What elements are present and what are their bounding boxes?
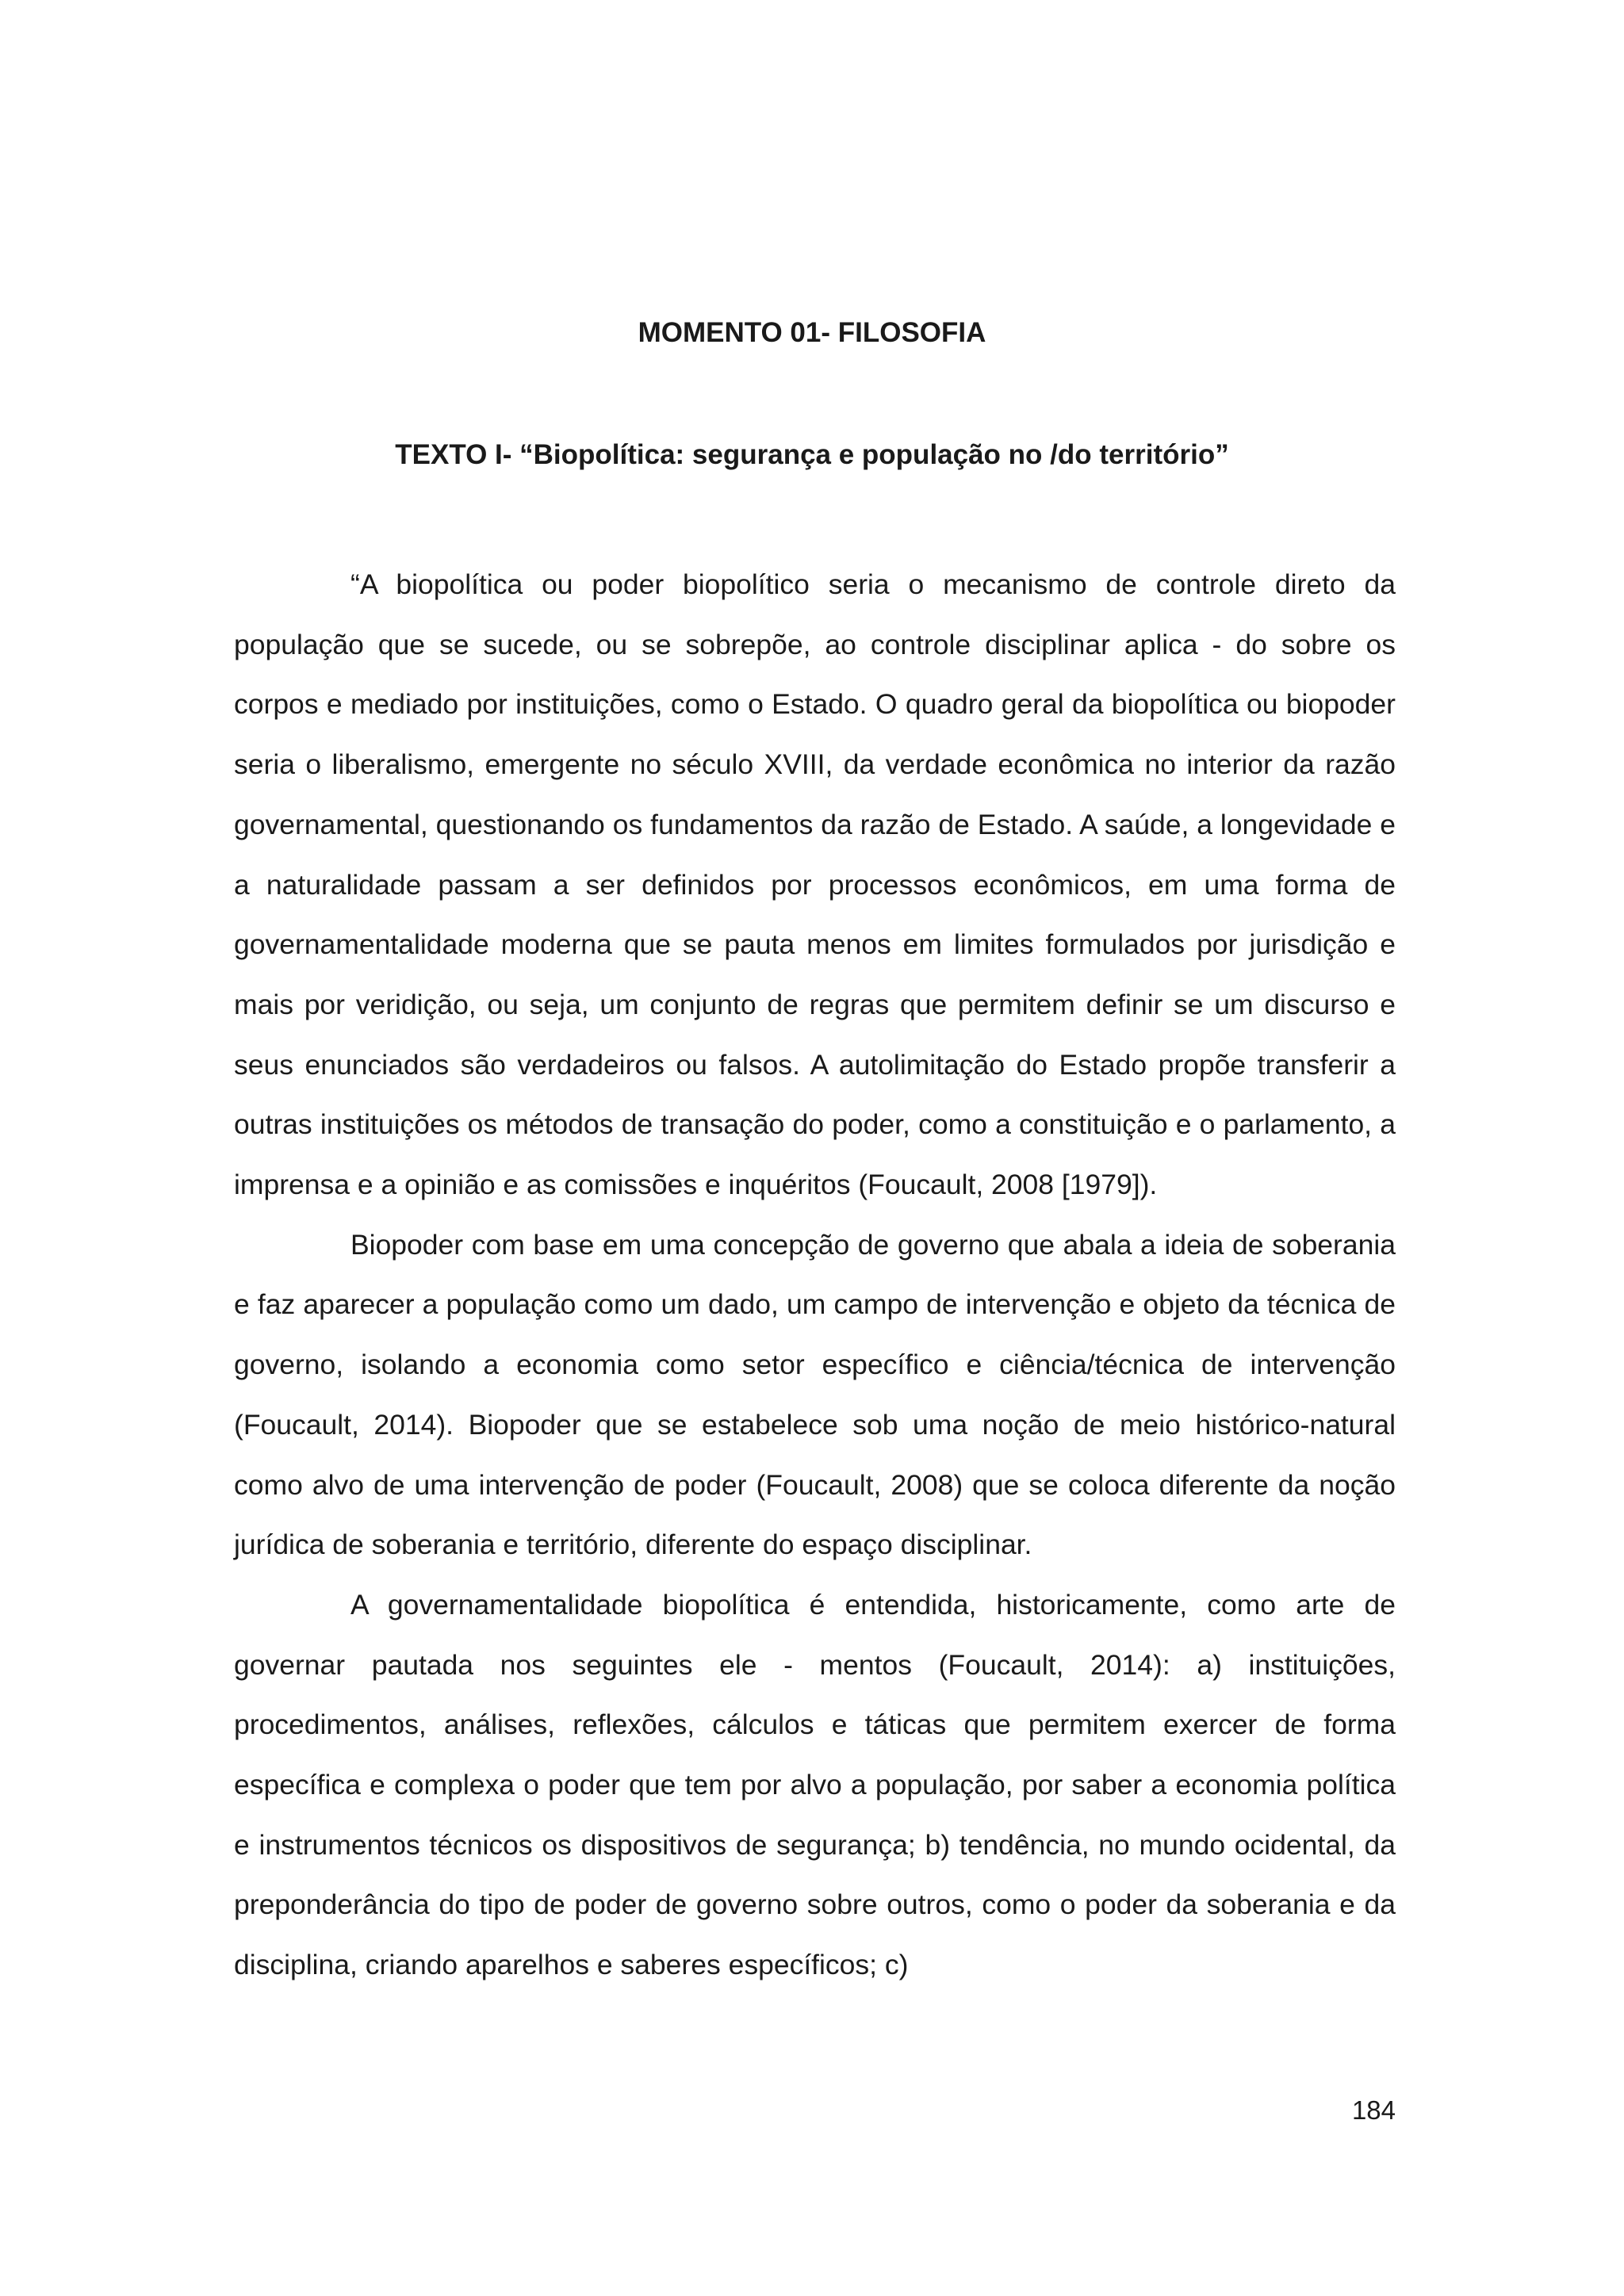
page-number: 184 — [1351, 2095, 1396, 2125]
paragraph: “A biopolítica ou poder biopolítico seria o mecanismo de controle direto da população que se sucede, ou se sobrepõe, ao controle disciplinar aplica - do sobre os corpos e mediado por instituições, como o Estado. O quadro geral da biopolítica ou biopoder seria o liberalismo, emergente no século XVIII, da verdade econômica no interior da razão governamental, questionando os fundamentos da razão de Estado. A saúde, a longevidade e a naturalidade passam a ser definidos por processos econômicos, em uma forma de governamentalidade moderna que se pauta menos em limites formulados por jurisdição e mais por veridição, ou seja, um conjunto de regras que permitem definir se um discurso e seus enunciados são verdadeiros ou falsos. A autolimitação do Estado propõe transferir a outras instituições os métodos de transação do poder, como a constituição e o parlamento, a imprensa e a opinião e as comissões e inquéritos (Foucault, 2008 [1979]). — [234, 568, 1396, 1201]
paragraph: A governamentalidade biopolítica é entendida, historicamente, como arte de governar pautada nos seguintes ele - mentos (Foucault, 2014): a) instituições, procedimentos, análises, reflexões, cálculos e táticas que permitem exercer de forma específica e complexa o poder que tem por alvo a população, por saber a economia política e instrumentos técnicos os dispositivos de segurança; b) tendência, no mundo ocidental, da preponderância do tipo de poder de governo sobre outros, como o poder da soberania e da disciplina, criando aparelhos e saberes específicos; c) — [234, 1588, 1396, 1981]
document-subtitle: TEXTO I- “Biopolítica: segurança e população no /do território” — [395, 439, 1229, 470]
paragraph: Biopoder com base em uma concepção de governo que abala a ideia de soberania e faz aparecer a população como um dado, um campo de intervenção e objeto da técnica de governo, isolando a economia como setor específico e ciência/técnica de intervenção (Foucault, 2014). Biopoder que se estabelece sob uma noção de meio histórico-natural como alvo de uma intervenção de poder (Foucault, 2008) que se coloca diferente da noção jurídica de soberania e território, diferente do espaço disciplinar. — [234, 1228, 1396, 1561]
body-text — [234, 555, 1396, 1996]
document-title: MOMENTO 01- FILOSOFIA — [638, 317, 986, 348]
